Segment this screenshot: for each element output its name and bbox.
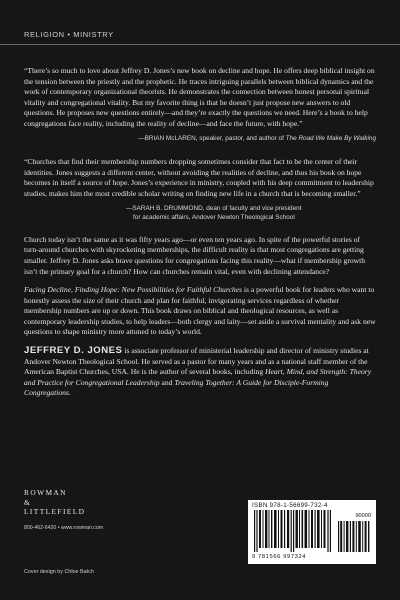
attribution-2-line-1: —SARAH B. DRUMMOND, dean of faculty and vice president [126, 204, 302, 212]
barcode [248, 500, 376, 564]
back-cover-text [24, 66, 376, 399]
attribution-1-book-title: The Road We Make By Walking [285, 134, 376, 142]
header-divider [0, 44, 400, 45]
ean-barcode-graphic [254, 510, 332, 552]
book-title: Facing Decline, Finding Hope: New Possibilities for Faithful Churches [24, 285, 243, 295]
author-bio: JEFFREY D. JONES is associate professor of ministerial leadership and director of ministry studies at Andover Newton Theological School. He served as a pastor for many years and as a national staff member of the American Baptist Churches, USA. He is the author of several books, including Heart, Mind, and Strength: Theory and Practice for Congregational Leadership and Traveling Together: A Guide for Disciple-Forming Congregations. [24, 345, 372, 398]
endorsement-attribution-1 [24, 134, 376, 144]
description-paragraph-1: Church today isn’t the same as it was fifty years ago—or even ten years ago. In spite of the powerful stories of turn-around churches with skyrocketing memberships, the difficult reality is that most congregations are getting smaller. Jeffrey D. Jones asks brave questions for congregations facing this reality—what if membership growth isn’t the primary goal for a church? How can churches remain vital, even with declining attendance? [24, 234, 366, 276]
category-label: RELIGION • MINISTRY [24, 30, 114, 39]
isbn-text: ISBN 978-1-56699-732-4 [252, 502, 328, 509]
author-book-1: Heart, Mind, and Strength: Theory and Practice for Congregational Leadership [24, 367, 372, 387]
endorsement-attribution-2 [24, 204, 376, 223]
description-paragraph-2: Facing Decline, Finding Hope: New Possibilities for Faithful Churches is a powerful book for leaders who want to honestly assess the size of their church and plan for faithful, invigorating services regardless of whether membership numbers are up or down. This book draws on biblical and theological resources, as well as contemporary leadership studies, to help leaders—both clergy and laity—set aside a survival mentality and ask new questions to shape ministry more attuned to today’s world. [24, 285, 376, 337]
author-name: JEFFREY D. JONES [24, 345, 123, 357]
barcode-number: 9 781566 997324 [252, 554, 307, 560]
price-code: 90000 [355, 513, 371, 519]
endorsement-quote-2: “Churches that find their membership numbers dropping sometimes consider that fact to be the center of their identities. Jones suggests a different center, without avoiding the realities of decline, and thus his book on hope becomes in itself a source of hope. Jones’s experience in ministry, coupled with his deep commitment to leadership studies, makes him the most credible scholar writing on finding new life in a church that is becoming smaller.” [24, 157, 374, 198]
cover-design-credit: Cover design by Chloe Batch [24, 569, 94, 575]
attribution-1-name: —BRIAN McLAREN, speaker, pastor, and author of [138, 134, 286, 142]
author-book-2: Traveling Together: A Guide for Disciple-Forming Congregations [24, 377, 329, 398]
endorsement-quote-1: “There’s so much to love about Jeffrey D. Jones’s new book on decline and hope. He offers deep biblical insight on the tension between the priestly and the prophetic. He traces intriguing parallels between biblical dynamics and the work of contemporary organizational theorists. He demonstrates the connection between honest personal spiritual vitality and congregational vitality. But my favorite thing is that he doesn’t just propose new answers to old questions. He proposes new questions entirely—and they’re exactly the questions we need. Here’s a book to help congregations face reality, including the reality of decline—and face the future, with hope.” [24, 66, 375, 128]
attribution-2-line-2: for academic affairs, Andover Newton Theological School [133, 214, 295, 222]
publisher-logo: ROWMAN & LITTLEFIELD [24, 488, 86, 516]
publisher-contact: 800-462-6420 • www.rowman.com [24, 525, 104, 531]
price-barcode-graphic [338, 521, 370, 552]
